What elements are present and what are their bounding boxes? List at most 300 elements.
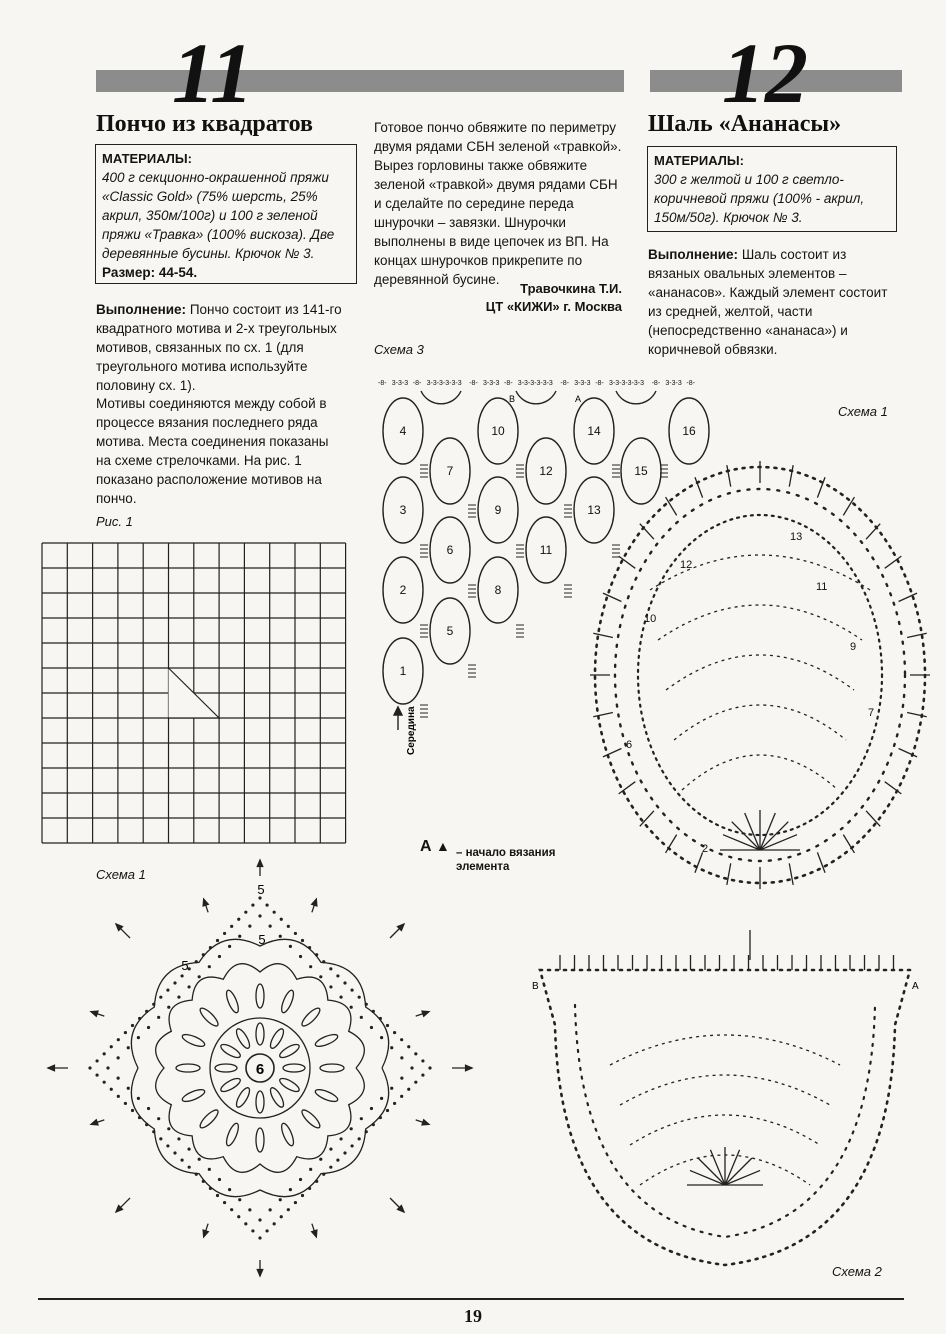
edge-chain <box>294 932 297 935</box>
half-oval-edge <box>540 970 910 1265</box>
join-arrow-head <box>312 899 317 906</box>
fig1-label: Рис. 1 <box>96 514 133 529</box>
edge-chain-inner <box>117 1077 120 1080</box>
petal-outer <box>314 1032 339 1049</box>
edge-chain-inner <box>380 1036 383 1039</box>
scheme3-mark-a: A <box>575 394 582 404</box>
edge-chain <box>287 925 290 928</box>
edge-chain <box>315 953 318 956</box>
petal-outer <box>320 1064 344 1072</box>
join-arrow-head <box>203 899 208 906</box>
edge-chain <box>393 1102 396 1105</box>
oval-inner-edge <box>615 489 905 861</box>
oval-fan-stitch <box>885 782 902 794</box>
scheme3-center-label: Середина <box>406 706 417 755</box>
oval-row-number-9: 9 <box>850 641 857 653</box>
poncho-materials-label: МАТЕРИАЛЫ: <box>102 151 192 166</box>
edge-chain-inner <box>289 1188 292 1191</box>
poncho-work-text2: Мотивы соединяются между собой в процессе вязания последнего ряда мотива. Места соединения показаны на схеме стрелочками. На рис. 1 показано расположение мотивов на пончо. <box>96 396 329 506</box>
edge-chain <box>237 1215 240 1218</box>
edge-chain <box>372 1123 375 1126</box>
edge-chain-inner <box>147 1026 150 1029</box>
edge-chain-inner <box>198 1158 201 1161</box>
shawl-work-text: Выполнение: Шаль состоит из вязаных овальных элементов – «ананасов». Каждый элемент состоит из средней, желтой, части (непосредственно «ананаса») и коричневой обвязки. <box>648 247 888 357</box>
edge-chain <box>145 1010 148 1013</box>
edge-chain <box>329 1166 332 1169</box>
edge-chain <box>159 996 162 999</box>
edge-chain-inner <box>299 955 302 958</box>
section-number-11: 11 <box>172 25 254 121</box>
scheme3-top-mark: -8- <box>560 380 569 387</box>
scheme3-element-label-12: 12 <box>539 464 553 478</box>
scheme3-element-label-14: 14 <box>587 424 601 438</box>
scheme3-top-mark: 3-3-3 <box>483 380 500 387</box>
oval-row-number-2: 2 <box>702 843 709 855</box>
edge-chain <box>110 1088 113 1091</box>
edge-chain-inner <box>238 1198 241 1201</box>
petal <box>268 1027 286 1050</box>
edge-chain-inner <box>370 1026 373 1029</box>
edge-chain <box>95 1059 98 1062</box>
edge-chain <box>365 1130 368 1133</box>
edge-chain <box>95 1073 98 1076</box>
edge-chain-inner <box>350 1006 353 1009</box>
edge-chain <box>251 1229 254 1232</box>
edge-chain <box>244 911 247 914</box>
edge-chain <box>152 1130 155 1133</box>
edge-chain-inner <box>208 1168 211 1171</box>
edge-chain-inner <box>137 1036 140 1039</box>
petal <box>215 1064 237 1072</box>
oval-fan-stitch <box>666 835 677 853</box>
fig1-grid <box>42 543 347 843</box>
edge-chain <box>145 1123 148 1126</box>
shawl-materials-text: 300 г желтой и 100 г светло-коричневой пряжи (100% - акрил, 150м/50г). Крючок № 3. <box>654 172 865 225</box>
edge-chain <box>315 1180 318 1183</box>
join-arrow-head <box>257 1270 262 1276</box>
scheme3-top-mark: -8- <box>595 380 604 387</box>
edge-chain-inner <box>339 995 342 998</box>
scheme3-element-label-13: 13 <box>587 503 601 517</box>
motif-center-number: 6 <box>255 1061 265 1078</box>
petal-outer <box>300 1006 323 1029</box>
join-arrow-head <box>422 1120 429 1125</box>
edge-chain-inner <box>360 1117 363 1120</box>
edge-chain <box>273 1222 276 1225</box>
petal-outer <box>314 1087 339 1104</box>
petal <box>234 1027 252 1050</box>
oval-pineapple-edge <box>638 515 882 835</box>
scheme3-element-label-4: 4 <box>399 424 407 438</box>
petal-outer <box>300 1108 323 1131</box>
oval-fan-stitch <box>640 524 654 540</box>
scheme3-top-mark: -8- <box>651 380 661 387</box>
poncho-materials-text: 400 г секционно-окрашенной пряжи «Classic Gold» (75% шерсть, 25% акрил, 350м/100г) и 100 г зеленой пряжи «Травка» (100% вискоза). Две деревянные бусины. Крючок № 3. Размер: 44-54. <box>102 170 335 280</box>
poncho-size: Размер: 44-54. <box>102 265 198 280</box>
scheme3-element-label-3: 3 <box>399 503 407 517</box>
poncho-motif-diagram <box>40 848 480 1288</box>
edge-chain <box>379 1017 382 1020</box>
edge-chain <box>124 1031 127 1034</box>
scheme3-element-label-10: 10 <box>491 424 505 438</box>
edge-chain <box>195 1173 198 1176</box>
scheme3-top-mark: -8- <box>469 380 478 387</box>
edge-chain <box>117 1038 120 1041</box>
petal <box>278 1076 301 1094</box>
edge-chain-inner <box>127 1087 130 1090</box>
oval-inner-row <box>666 655 854 690</box>
scheme3-mark-b: B <box>509 394 516 404</box>
scheme3-top-mark: -8- <box>686 380 695 387</box>
edge-chain <box>308 946 311 949</box>
edge-chain <box>379 1116 382 1119</box>
oval-fan-stitch <box>789 465 793 487</box>
petal <box>219 1042 242 1060</box>
edge-chain-inner <box>228 945 231 948</box>
edge-chain-inner <box>106 1066 109 1069</box>
edge-chain-inner <box>198 975 201 978</box>
edge-chain <box>421 1073 424 1076</box>
edge-chain <box>265 903 268 906</box>
edge-chain <box>407 1088 410 1091</box>
edge-chain <box>343 1151 346 1154</box>
scheme2-label-a: A <box>912 981 919 992</box>
edge-chain <box>407 1045 410 1048</box>
edge-chain-inner <box>390 1046 393 1049</box>
edge-chain-inner <box>177 995 180 998</box>
edge-chain-inner <box>137 1097 140 1100</box>
join-arrow-head <box>91 1011 98 1016</box>
petal <box>256 1091 264 1113</box>
oval-fan-stitch <box>843 835 854 853</box>
edge-chain <box>223 932 226 935</box>
scheme3-top-mark: -8- <box>504 380 513 387</box>
shawl-materials-label: МАТЕРИАЛЫ: <box>654 153 744 168</box>
scheme3-top-mark: 3-3-3 <box>574 380 591 387</box>
scheme3-element-label-7: 7 <box>446 464 454 478</box>
edge-chain-inner <box>269 925 272 928</box>
edge-chain-inner <box>319 975 322 978</box>
petal-outer <box>176 1064 200 1072</box>
petal-outer <box>181 1087 206 1104</box>
shawl-materials-box <box>647 146 897 232</box>
edge-chain <box>138 1017 141 1020</box>
edge-chain-inner <box>238 935 241 938</box>
edge-chain-inner <box>208 965 211 968</box>
join-arrow-head <box>91 1120 98 1125</box>
edge-chain-inner <box>127 1046 130 1049</box>
scheme3-top-mark: 3-3-3-3-3-3 <box>426 380 462 387</box>
shawl-title: Шаль «Ананасы» <box>648 111 842 137</box>
scheme3-top-arc <box>616 391 656 404</box>
oval-fan-stitch <box>593 712 613 716</box>
scheme3-label: Схема 3 <box>374 342 424 357</box>
scheme3-top-arc <box>421 391 461 404</box>
edge-chain <box>301 1194 304 1197</box>
petal-outer <box>279 989 296 1014</box>
petal-outer <box>279 1122 296 1147</box>
shawl-scheme2-label: Схема 2 <box>832 1264 882 1279</box>
half-inner-row <box>620 1075 830 1105</box>
edge-chain <box>103 1052 106 1055</box>
edge-chain <box>202 1180 205 1183</box>
edge-chain-inner <box>309 965 312 968</box>
edge-chain <box>414 1081 417 1084</box>
scheme3-top-mark: -8- <box>378 380 387 387</box>
edge-chain-inner <box>350 1127 353 1130</box>
motif-row-number-inner: 5 <box>258 932 266 947</box>
scheme3-element-label-2: 2 <box>399 583 407 597</box>
edge-chain <box>244 1222 247 1225</box>
oval-row-number-13: 13 <box>790 531 803 543</box>
edge-chain <box>216 1194 219 1197</box>
edge-chain <box>365 1003 368 1006</box>
edge-chain-inner <box>269 1208 272 1211</box>
edge-chain <box>103 1081 106 1084</box>
shawl-work-label: Выполнение: <box>648 247 739 262</box>
poncho-author: Травочкина Т.И. <box>520 281 622 296</box>
scheme3-top-mark: 3-3-3-3-3-3 <box>609 380 645 387</box>
edge-chain-inner <box>248 925 251 928</box>
petal-outer <box>181 1032 206 1049</box>
scheme3-element-label-16: 16 <box>682 424 696 438</box>
edge-chain-inner <box>187 1147 190 1150</box>
oval-fan-stitch <box>727 863 731 885</box>
edge-chain-inner <box>248 1208 251 1211</box>
oval-fan-stitch <box>789 863 793 885</box>
edge-chain-inner <box>299 1178 302 1181</box>
edge-chain-inner <box>370 1107 373 1110</box>
edge-chain <box>336 974 339 977</box>
oval-fan-stitch <box>695 477 703 497</box>
half-inner-row <box>630 1115 820 1145</box>
scheme3-element-label-8: 8 <box>494 583 502 597</box>
edge-chain <box>372 1010 375 1013</box>
edge-chain-inner <box>228 1188 231 1191</box>
edge-chain-inner <box>329 1147 332 1150</box>
edge-chain-inner <box>400 1077 403 1080</box>
edge-chain <box>166 1144 169 1147</box>
legend <box>420 838 590 873</box>
scheme3-element-label-15: 15 <box>634 464 648 478</box>
edge-chain <box>280 918 283 921</box>
edge-chain <box>428 1066 431 1069</box>
edge-chain <box>209 1187 212 1190</box>
half-oval-inner <box>575 1005 875 1237</box>
edge-chain <box>280 1215 283 1218</box>
poncho-finish-text: Готовое пончо обвяжите по периметру двумя рядами СБН зеленой «травкой». Вырез горловины также обвяжите зеленой «травкой» двумя рядами СБН и сделайте по середине переда шнурочки – завязки. Шнурочки выполнены в виде цепочек из ВП. На концах шнурочков прикрепите по деревянной бусине. <box>374 120 622 287</box>
half-inner-row <box>610 1035 840 1065</box>
poncho-scheme1-label: Схема 1 <box>96 867 146 882</box>
petal-outer <box>256 1128 264 1152</box>
petal-outer <box>224 989 241 1014</box>
legend-arrow-icon: ▲ <box>436 838 450 854</box>
shawl-oval-diagram <box>580 440 940 900</box>
edge-chain <box>294 1201 297 1204</box>
edge-chain-inner <box>167 1127 170 1130</box>
edge-chain <box>414 1052 417 1055</box>
edge-chain-inner <box>329 985 332 988</box>
edge-chain <box>322 960 325 963</box>
join-arrow-head <box>312 1230 317 1237</box>
oval-fan-base <box>732 822 760 850</box>
edge-chain <box>251 903 254 906</box>
edge-chain <box>131 1024 134 1027</box>
edge-chain <box>202 953 205 956</box>
oval-row-number-12: 12 <box>680 559 693 571</box>
edge-chain <box>273 911 276 914</box>
edge-chain <box>188 1166 191 1169</box>
edge-chain <box>138 1116 141 1119</box>
edge-chain-inner <box>167 1006 170 1009</box>
scheme3-top-arc <box>516 391 556 404</box>
oval-row-number-10: 10 <box>644 613 657 625</box>
scheme3-top-mark: 3-3-3-3-3-3 <box>517 380 553 387</box>
edge-chain-inner <box>309 1168 312 1171</box>
petal-outer <box>198 1108 221 1131</box>
edge-chain <box>322 1173 325 1176</box>
join-arrow-head <box>48 1065 54 1070</box>
oval-fan-stitch <box>899 748 917 756</box>
oval-fan-stitch <box>817 477 825 497</box>
edge-chain-inner <box>360 1016 363 1019</box>
edge-chain-inner <box>157 1016 160 1019</box>
edge-chain <box>124 1102 127 1105</box>
scheme3-element-label-9: 9 <box>494 503 502 517</box>
footer-rule <box>38 1298 904 1300</box>
edge-chain <box>152 1003 155 1006</box>
edge-chain-inner <box>177 1137 180 1140</box>
edge-chain <box>166 988 169 991</box>
half-fan-base <box>725 1158 752 1185</box>
edge-chain <box>400 1095 403 1098</box>
edge-chain <box>230 1208 233 1211</box>
edge-chain <box>223 1201 226 1204</box>
edge-chain-inner <box>218 955 221 958</box>
edge-chain <box>180 974 183 977</box>
edge-chain <box>358 1137 361 1140</box>
edge-chain-inner <box>258 1218 261 1221</box>
edge-chain-inner <box>218 1178 221 1181</box>
edge-chain-inner <box>400 1056 403 1059</box>
edge-chain-inner <box>339 1137 342 1140</box>
edge-chain-inner <box>147 1107 150 1110</box>
edge-chain <box>216 939 219 942</box>
oval-row-number-11: 11 <box>816 581 828 593</box>
oval-fan-stitch <box>727 465 731 487</box>
legend-letter: A <box>420 838 432 855</box>
edge-chain-inner <box>258 914 261 917</box>
motif-row-number-top: 5 <box>257 882 265 897</box>
scheme3-element-label-11: 11 <box>539 543 553 557</box>
edge-chain <box>386 1024 389 1027</box>
oval-fan-stitch <box>907 633 927 637</box>
petal-outer <box>198 1006 221 1029</box>
poncho-work-text: Выполнение: Пончо состоит из 141-го квадратного мотива и 2-х треугольных мотивов, связанных по сх. 1 (для треугольного мотива используйте половину сх. 1). <box>96 302 342 393</box>
petal <box>283 1064 305 1072</box>
oval-inner-row <box>658 605 862 640</box>
edge-chain <box>131 1109 134 1112</box>
edge-chain <box>230 925 233 928</box>
edge-chain <box>421 1059 424 1062</box>
scheme3-element-label-6: 6 <box>446 543 454 557</box>
edge-chain <box>329 967 332 970</box>
edge-chain <box>209 946 212 949</box>
edge-chain-inner <box>380 1097 383 1100</box>
join-arrow-head <box>257 860 262 866</box>
edge-chain <box>358 996 361 999</box>
oval-row-number-6: 6 <box>626 739 633 751</box>
scheme3-element-label-1: 1 <box>399 664 407 678</box>
edge-chain <box>287 1208 290 1211</box>
center-arrow-head <box>394 707 402 715</box>
edge-chain <box>350 1144 353 1147</box>
edge-chain <box>393 1031 396 1034</box>
scheme3-top-mark: -8- <box>412 380 422 387</box>
poncho-title: Пончо из квадратов <box>96 111 313 137</box>
section-number-12: 12 <box>722 25 808 121</box>
scheme2-label-b: B <box>532 981 539 992</box>
edge-chain <box>173 981 176 984</box>
edge-chain <box>258 1236 261 1239</box>
shawl-scheme1-label: Схема 1 <box>838 404 888 419</box>
join-arrow-head <box>466 1065 472 1070</box>
edge-chain-inner <box>390 1087 393 1090</box>
poncho-work-label: Выполнение: <box>96 302 187 317</box>
petal <box>268 1086 286 1109</box>
edge-chain <box>343 981 346 984</box>
edge-chain-inner <box>157 1117 160 1120</box>
petal <box>256 1023 264 1045</box>
edge-chain-inner <box>289 945 292 948</box>
oval-inner-row <box>682 755 838 790</box>
edge-chain <box>350 988 353 991</box>
edge-chain-inner <box>187 985 190 988</box>
edge-chain <box>386 1109 389 1112</box>
edge-chain <box>173 1151 176 1154</box>
edge-chain <box>110 1045 113 1048</box>
half-fan-base <box>698 1158 725 1185</box>
poncho-materials-box <box>95 144 357 284</box>
scheme3-element-label-5: 5 <box>446 624 454 638</box>
edge-chain-inner <box>279 1198 282 1201</box>
edge-chain <box>117 1095 120 1098</box>
edge-chain-inner <box>279 935 282 938</box>
poncho-studio: ЦТ «КИЖИ» г. Москва <box>485 299 622 314</box>
edge-chain <box>265 1229 268 1232</box>
petal <box>234 1086 252 1109</box>
scheme3-top-mark: 3-3-3 <box>391 380 409 387</box>
join-arrow-head <box>203 1230 208 1237</box>
petal-outer <box>224 1122 241 1147</box>
scheme3-top-mark: 3-3-3 <box>665 380 682 387</box>
edge-chain <box>301 939 304 942</box>
edge-chain <box>195 960 198 963</box>
edge-chain <box>159 1137 162 1140</box>
legend-text: – начало вязания элемента <box>456 847 556 873</box>
edge-chain <box>237 918 240 921</box>
oval-row-number-7: 7 <box>868 707 875 719</box>
petal <box>219 1076 242 1094</box>
page-number: 19 <box>464 1306 482 1326</box>
edge-chain <box>400 1038 403 1041</box>
oval-fan-stitch <box>593 633 613 637</box>
edge-chain-inner <box>319 1158 322 1161</box>
edge-chain-inner <box>117 1056 120 1059</box>
edge-chain <box>88 1066 91 1069</box>
edge-chain <box>308 1187 311 1190</box>
oval-fan-stitch <box>907 712 927 716</box>
